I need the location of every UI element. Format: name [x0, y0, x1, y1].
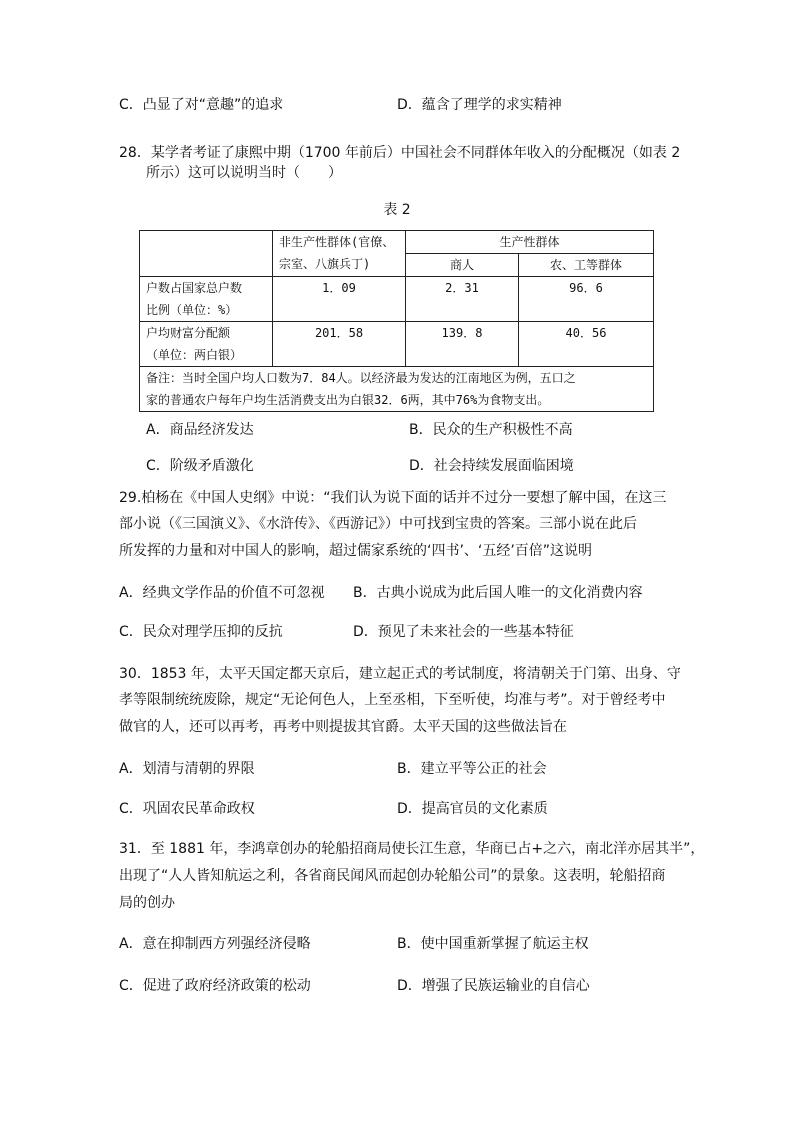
- row-label-line1: 户数占国家总户数: [146, 281, 243, 295]
- table-note-line2: 家的普通农户每年户均生活消费支出为白银32．6两，其中76%为食物支出。: [146, 393, 550, 407]
- q29-stem-line2: 部小说（《三国演义》、《水浒传》、《西游记》）中可找到宝贵的答案。三部小说在此后: [119, 516, 637, 532]
- q30-option-a: A．划清与清朝的界限: [119, 761, 255, 777]
- q31-option-c: C．促进了政府经济政策的松动: [119, 978, 311, 994]
- table-title: 表 2: [383, 202, 411, 218]
- q29-option-c: C．民众对理学压抑的反抗: [119, 624, 283, 640]
- header-nonproductive-line2: 宗室、八旗兵丁): [279, 257, 371, 271]
- q31-stem-line3: 局的创办: [119, 895, 175, 911]
- q29-option-d: D．预见了未来社会的一些基本特征: [353, 624, 574, 640]
- row-label: [140, 322, 273, 367]
- q28-option-d: D．社会持续发展面临困境: [409, 458, 574, 474]
- table-row: [140, 322, 654, 367]
- header-merchant: 商人: [406, 254, 519, 277]
- q28-option-c: C．阶级矛盾激化: [146, 458, 254, 474]
- header-productive: 生产性群体: [406, 231, 654, 254]
- row-label-line2: 比例（单位：%）: [146, 303, 238, 317]
- q27-option-d: D．蕴含了理学的求实精神: [397, 97, 562, 113]
- q28-stem-line1: 28．某学者考证了康熙中期（1700 年前后）中国社会不同群体年收入的分配概况（如表 2: [119, 145, 681, 161]
- q31-option-a: A．意在抑制西方列强经济侵略: [119, 936, 311, 952]
- q29-option-b: B．古典小说成为此后国人唯一的文化消费内容: [353, 585, 643, 601]
- header-nonproductive-line1: 非生产性群体(官僚、: [279, 235, 395, 249]
- table-note: [140, 367, 654, 412]
- table-cell: 1．09: [273, 277, 406, 322]
- q31-option-b: B．使中国重新掌握了航运主权: [397, 936, 589, 952]
- q31-stem-line1: 31．至 1881 年，李鸿章创办的轮船招商局使长江生意，华商已占+之六，南北洋亦居其半”，: [119, 841, 705, 857]
- table-cell: 96．6: [519, 277, 654, 322]
- q29-option-a: A．经典文学作品的价值不可忽视: [119, 585, 325, 601]
- table-corner-cell: [140, 231, 273, 277]
- q30-stem-line3: 做官的人，还可以再考，再考中则提拔其官爵。太平天国的这些做法旨在: [119, 719, 567, 735]
- q30-option-b: B．建立平等公正的社会: [397, 761, 547, 777]
- q30-stem-line2: 孝等限制统统废除，规定“无论何色人，上至丞相，下至听使，均准与考”。对于曾经考中: [119, 692, 666, 708]
- q30-option-c: C．巩固农民革命政权: [119, 801, 255, 817]
- table-cell: 2．31: [406, 277, 519, 322]
- row-label: [140, 277, 273, 322]
- q30-stem-line1: 30．1853 年，太平天国定都天京后，建立起正式的考试制度，将清朝关于门第、出身、守: [119, 666, 681, 682]
- q30-option-d: D．提高官员的文化素质: [397, 801, 548, 817]
- q29-stem-line1: 29.柏杨在《中国人史纲》中说：“我们认为说下面的话并不过分一要想了解中国，在这三: [119, 490, 667, 506]
- header-farmer: 农、工等群体: [519, 254, 654, 277]
- table-row: [140, 277, 654, 322]
- q27-option-c: C．凸显了对“意趣”的追求: [119, 97, 284, 113]
- q31-stem-line2: 出现了“人人皆知航运之利，各省商民闻风而起创办轮船公司”的景象。这表明，轮船招商: [119, 868, 666, 884]
- q28-stem-line2: 所示）这可以说明当时（ ）: [146, 165, 342, 181]
- income-distribution-table: [139, 230, 654, 412]
- q28-option-a: A．商品经济发达: [146, 422, 254, 438]
- table-cell: 201．58: [273, 322, 406, 367]
- q28-option-b: B．民众的生产积极性不高: [409, 422, 573, 438]
- q29-stem-line3: 所发挥的力量和对中国人的影响，超过儒家系统的‘四书’、‘五经’百倍”这说明: [119, 543, 593, 559]
- table-cell: 139．8: [406, 322, 519, 367]
- table-cell: 40．56: [519, 322, 654, 367]
- header-nonproductive: [273, 231, 406, 277]
- row-label-line1: 户均财富分配额: [146, 326, 231, 340]
- table-note-line1: 备注：当时全国户均人口数为7．84人。以经济最为发达的江南地区为例，五口之: [146, 371, 576, 385]
- q31-option-d: D．增强了民族运输业的自信心: [397, 978, 590, 994]
- row-label-line2: （单位：两白银）: [146, 348, 243, 362]
